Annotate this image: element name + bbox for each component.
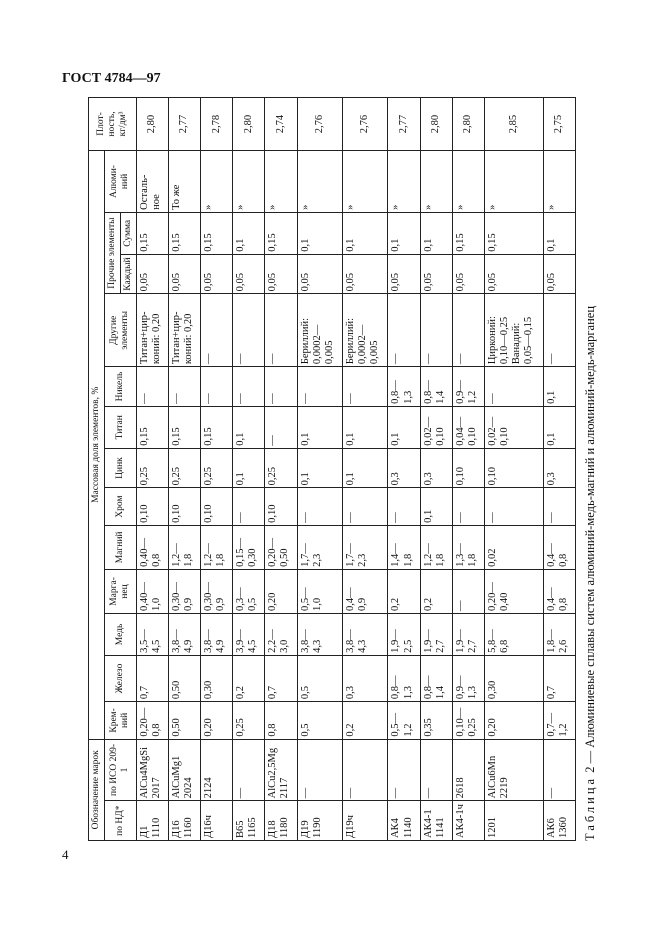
cell-mn: 0,20	[265, 569, 297, 613]
cell-each: 0,05	[168, 254, 200, 294]
cell-al: Осталь- ное	[136, 150, 168, 212]
col-iso-header: по ИСО 209-1	[104, 739, 136, 801]
table-row	[265, 98, 297, 841]
table-row	[168, 98, 200, 841]
table-row	[452, 98, 484, 841]
cell-al: »	[233, 150, 265, 212]
cell-cr: 0,10	[265, 488, 297, 525]
cell-nd: Д18 1180	[265, 801, 297, 841]
cell-si: 0,5— 1,2	[388, 702, 420, 739]
cell-ni: —	[265, 367, 297, 407]
col-si-header: Крем- ний	[104, 702, 136, 739]
cell-ti: 0,15	[201, 406, 233, 448]
cell-si: 0,20	[484, 702, 543, 739]
designation-group-header: Обозначение марок	[89, 739, 105, 840]
cell-cu: 3,8— 4,3	[343, 614, 388, 656]
cell-fe: 0,7	[543, 655, 575, 701]
cell-si: 0,20— 0,8	[136, 702, 168, 739]
cell-density: 2,76	[343, 98, 388, 151]
cell-cu: 1,9— 2,7	[420, 614, 452, 656]
cell-mn: 0,3— 0,5	[233, 569, 265, 613]
cell-zn: 0,1	[233, 448, 265, 488]
cell-density: 2,77	[388, 98, 420, 151]
cell-cu: 1,9— 2,5	[388, 614, 420, 656]
cell-ni: —	[201, 367, 233, 407]
table-row	[233, 98, 265, 841]
cell-ni: 0,8— 1,3	[388, 367, 420, 407]
cell-mn: 0,2	[420, 569, 452, 613]
cell-iso: 2124	[201, 739, 233, 801]
cell-fe: 0,8— 1,4	[420, 655, 452, 701]
other-elements-group-header: Прочие элементы	[104, 212, 120, 294]
cell-al: »	[452, 150, 484, 212]
cell-mg: 1,2— 1,8	[201, 525, 233, 569]
cell-cu: 5,8— 6,8	[484, 614, 543, 656]
cell-zn: 0,25	[265, 448, 297, 488]
header-row-1	[89, 98, 105, 841]
cell-cr: —	[233, 488, 265, 525]
cell-al: То же	[168, 150, 200, 212]
cell-ni: 0,9— 1,2	[452, 367, 484, 407]
cell-fe: 0,7	[136, 655, 168, 701]
cell-si: 0,5	[297, 702, 342, 739]
cell-zn: 0,10	[452, 448, 484, 488]
cell-other: Титан+цир- коний: 0,20	[168, 294, 200, 367]
cell-ni: 0,8— 1,4	[420, 367, 452, 407]
cell-ti: 0,15	[168, 406, 200, 448]
cell-si: 0,35	[420, 702, 452, 739]
cell-ti: 0,02— 0,10	[484, 406, 543, 448]
cell-fe: 0,50	[168, 655, 200, 701]
cell-sum: 0,1	[543, 212, 575, 254]
col-nd-header: по НД*	[104, 801, 136, 841]
cell-other: Бериллий: 0,0002— 0,005	[297, 294, 342, 367]
cell-iso: —	[233, 739, 265, 801]
cell-mg: 0,40— 0,8	[136, 525, 168, 569]
table-row	[297, 98, 342, 841]
col-al-header: Алюми- ний	[104, 150, 136, 212]
cell-nd: Д16 1160	[168, 801, 200, 841]
rotated-table-frame	[88, 97, 615, 841]
cell-other: —	[233, 294, 265, 367]
cell-ti: 0,15	[136, 406, 168, 448]
cell-sum: 0,15	[452, 212, 484, 254]
table-row	[543, 98, 575, 841]
cell-si: 0,8	[265, 702, 297, 739]
cell-each: 0,05	[388, 254, 420, 294]
cell-mg: 1,2— 1,8	[420, 525, 452, 569]
cell-iso: —	[343, 739, 388, 801]
cell-sum: 0,15	[136, 212, 168, 254]
cell-mg: 1,7— 2,3	[297, 525, 342, 569]
cell-mn: 0,4— 0,9	[343, 569, 388, 613]
cell-nd: АК6 1360	[543, 801, 575, 841]
cell-zn: 0,3	[420, 448, 452, 488]
cell-ti: —	[265, 406, 297, 448]
table-row	[343, 98, 388, 841]
cell-mg: 1,4— 1,8	[388, 525, 420, 569]
cell-zn: 0,25	[201, 448, 233, 488]
cell-cu: 3,5— 4,5	[136, 614, 168, 656]
cell-iso: 2618	[452, 739, 484, 801]
table-row	[420, 98, 452, 841]
col-fe-header: Железо	[104, 655, 136, 701]
cell-fe: 0,30	[484, 655, 543, 701]
cell-al: »	[388, 150, 420, 212]
cell-cr: 0,1	[420, 488, 452, 525]
col-zn-header: Цинк	[104, 448, 136, 488]
cell-cu: 2,2— 3,0	[265, 614, 297, 656]
col-mg-header: Магний	[104, 525, 136, 569]
cell-ti: 0,1	[233, 406, 265, 448]
cell-cr: 0,10	[168, 488, 200, 525]
cell-other: —	[452, 294, 484, 367]
cell-sum: 0,1	[420, 212, 452, 254]
cell-cr: 0,10	[136, 488, 168, 525]
cell-mg: 1,2— 1,8	[168, 525, 200, 569]
cell-cu: 3,8— 4,9	[201, 614, 233, 656]
table-row	[201, 98, 233, 841]
cell-density: 2,80	[136, 98, 168, 151]
cell-mn: 0,4— 0,8	[543, 569, 575, 613]
cell-si: 0,2	[343, 702, 388, 739]
cell-nd: Д19ч	[343, 801, 388, 841]
cell-density: 2,80	[420, 98, 452, 151]
alloy-composition-table	[88, 97, 576, 841]
cell-fe: 0,5	[297, 655, 342, 701]
cell-density: 2,80	[452, 98, 484, 151]
cell-mn: 0,40— 1,0	[136, 569, 168, 613]
cell-cu: 1,9— 2,7	[452, 614, 484, 656]
table-body	[136, 98, 575, 841]
cell-ni: —	[484, 367, 543, 407]
cell-nd: АК4-1ч	[452, 801, 484, 841]
cell-mn: 0,5— 1,0	[297, 569, 342, 613]
cell-iso: —	[297, 739, 342, 801]
cell-al: »	[543, 150, 575, 212]
cell-al: »	[201, 150, 233, 212]
cell-al: »	[420, 150, 452, 212]
mass-fraction-group-header: Массовая доля элементов, %	[89, 150, 105, 739]
cell-iso: AlCu2,5Mg 2117	[265, 739, 297, 801]
cell-al: »	[484, 150, 543, 212]
cell-each: 0,05	[452, 254, 484, 294]
cell-iso: —	[388, 739, 420, 801]
cell-fe: 0,9— 1,3	[452, 655, 484, 701]
cell-cr: —	[388, 488, 420, 525]
cell-mg: 0,4— 0,8	[543, 525, 575, 569]
cell-mn: 0,20— 0,40	[484, 569, 543, 613]
cell-density: 2,75	[543, 98, 575, 151]
cell-cu: 1,8— 2,6	[543, 614, 575, 656]
cell-mg: 0,15— 0,30	[233, 525, 265, 569]
cell-si: 0,10— 0,25	[452, 702, 484, 739]
cell-nd: Д19 1190	[297, 801, 342, 841]
cell-ti: 0,1	[297, 406, 342, 448]
table-caption: Таблица 2 — Алюминиевые сплавы систем алюминий-медь-магний и алюминий-медь-марганец	[583, 305, 597, 841]
cell-each: 0,05	[297, 254, 342, 294]
cell-each: 0,05	[543, 254, 575, 294]
cell-ni: —	[168, 367, 200, 407]
cell-cr: 0,10	[201, 488, 233, 525]
cell-each: 0,05	[420, 254, 452, 294]
cell-each: 0,05	[136, 254, 168, 294]
cell-each: 0,05	[265, 254, 297, 294]
cell-zn: 0,1	[297, 448, 342, 488]
cell-ti: 0,1	[343, 406, 388, 448]
col-other-header: Другие элементы	[104, 294, 136, 367]
cell-sum: 0,1	[233, 212, 265, 254]
cell-sum: 0,15	[168, 212, 200, 254]
cell-zn: 0,25	[136, 448, 168, 488]
cell-cr: —	[543, 488, 575, 525]
cell-ti: 0,02— 0,10	[420, 406, 452, 448]
cell-mn: 0,30— 0,9	[168, 569, 200, 613]
cell-nd: В65 1165	[233, 801, 265, 841]
cell-nd: АК4 1140	[388, 801, 420, 841]
cell-ni: —	[233, 367, 265, 407]
cell-each: 0,05	[484, 254, 543, 294]
cell-sum: 0,1	[388, 212, 420, 254]
cell-cr: —	[297, 488, 342, 525]
cell-sum: 0,15	[265, 212, 297, 254]
cell-al: »	[343, 150, 388, 212]
cell-fe: 0,30	[201, 655, 233, 701]
cell-other: —	[543, 294, 575, 367]
cell-cr: —	[343, 488, 388, 525]
col-cu-header: Медь	[104, 614, 136, 656]
cell-mn: 0,30— 0,9	[201, 569, 233, 613]
cell-si: 0,50	[168, 702, 200, 739]
cell-iso: AlCuMg1 2024	[168, 739, 200, 801]
col-ni-header: Никель	[104, 367, 136, 407]
cell-al: »	[265, 150, 297, 212]
header-row-2	[104, 98, 120, 841]
cell-other: —	[388, 294, 420, 367]
cell-ti: 0,1	[388, 406, 420, 448]
cell-zn: 0,3	[543, 448, 575, 488]
cell-mg: 0,20— 0,50	[265, 525, 297, 569]
table-row	[136, 98, 168, 841]
cell-ni: —	[136, 367, 168, 407]
cell-ti: 0,1	[543, 406, 575, 448]
cell-ni: —	[343, 367, 388, 407]
cell-density: 2,77	[168, 98, 200, 151]
cell-fe: 0,2	[233, 655, 265, 701]
cell-zn: 0,1	[343, 448, 388, 488]
cell-cu: 3,8— 4,3	[297, 614, 342, 656]
table-row	[484, 98, 543, 841]
cell-cu: 3,9— 4,5	[233, 614, 265, 656]
cell-al: »	[297, 150, 342, 212]
cell-sum: 0,15	[201, 212, 233, 254]
cell-mg: 1,7— 2,3	[343, 525, 388, 569]
page-number: 4	[62, 847, 69, 862]
col-sum-header: Сумма	[120, 212, 136, 254]
cell-si: 0,20	[201, 702, 233, 739]
cell-nd: Д1 1110	[136, 801, 168, 841]
cell-each: 0,05	[343, 254, 388, 294]
col-each-header: Каждый	[120, 254, 136, 294]
cell-cr: —	[452, 488, 484, 525]
cell-nd: 1201	[484, 801, 543, 841]
cell-mg: 1,3— 1,8	[452, 525, 484, 569]
cell-each: 0,05	[201, 254, 233, 294]
cell-iso: AlCu6Mn 2219	[484, 739, 543, 801]
cell-fe: 0,3	[343, 655, 388, 701]
cell-mn: 0,2	[388, 569, 420, 613]
cell-density: 2,74	[265, 98, 297, 151]
col-cr-header: Хром	[104, 488, 136, 525]
cell-each: 0,05	[233, 254, 265, 294]
cell-iso: —	[420, 739, 452, 801]
cell-sum: 0,1	[343, 212, 388, 254]
col-mn-header: Марга- нец	[104, 569, 136, 613]
cell-ni: —	[297, 367, 342, 407]
cell-si: 0,25	[233, 702, 265, 739]
cell-zn: 0,3	[388, 448, 420, 488]
cell-nd: АК4-1 1141	[420, 801, 452, 841]
cell-cu: 3,8— 4,9	[168, 614, 200, 656]
density-header: Плот- ность, кг/дм³	[89, 98, 137, 151]
cell-density: 2,80	[233, 98, 265, 151]
cell-fe: 0,8— 1,3	[388, 655, 420, 701]
cell-zn: 0,10	[484, 448, 543, 488]
cell-fe: 0,7	[265, 655, 297, 701]
cell-other: —	[420, 294, 452, 367]
cell-ni: 0,1	[543, 367, 575, 407]
cell-sum: 0,1	[297, 212, 342, 254]
cell-nd: Д16ч	[201, 801, 233, 841]
cell-other: —	[201, 294, 233, 367]
cell-ti: 0,04— 0,10	[452, 406, 484, 448]
cell-density: 2,85	[484, 98, 543, 151]
cell-zn: 0,25	[168, 448, 200, 488]
cell-other: —	[265, 294, 297, 367]
cell-si: 0,7— 1,2	[543, 702, 575, 739]
document-header: ГОСТ 4784—97	[62, 71, 161, 86]
table-row	[388, 98, 420, 841]
cell-iso: AlCu4MgSi 2017	[136, 739, 168, 801]
cell-other: Титан+цир- коний: 0,20	[136, 294, 168, 367]
cell-mg: 0,02	[484, 525, 543, 569]
cell-mn: —	[452, 569, 484, 613]
col-ti-header: Титан	[104, 406, 136, 448]
rotated-content	[88, 97, 615, 841]
cell-density: 2,78	[201, 98, 233, 151]
cell-density: 2,76	[297, 98, 342, 151]
cell-other: Бериллий: 0,0002— 0,005	[343, 294, 388, 367]
cell-other: Цирконий: 0,10—0,25 Ванадий: 0,05—0,15	[484, 294, 543, 367]
cell-iso: —	[543, 739, 575, 801]
cell-sum: 0,15	[484, 212, 543, 254]
cell-cr: —	[484, 488, 543, 525]
